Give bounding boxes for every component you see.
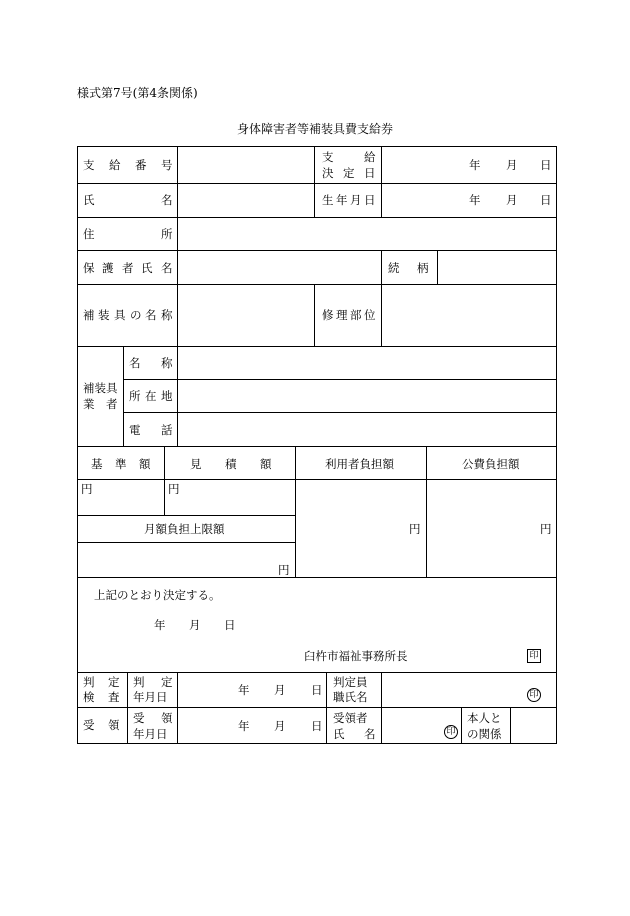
monthly-cap-label: 月額負担上限額 bbox=[144, 522, 225, 536]
public-burden-header: 公費負担額 bbox=[462, 457, 520, 471]
estimate-yen: 円 bbox=[168, 482, 180, 496]
issuer-name: 臼杵市福祉事務所長 bbox=[304, 649, 408, 663]
inspector-seal: 印 bbox=[527, 688, 541, 702]
decision-text: 上記のとおり決定する。 bbox=[94, 588, 221, 602]
user-burden-yen: 円 bbox=[409, 522, 421, 536]
base-amount-yen: 円 bbox=[81, 482, 93, 496]
public-burden-yen: 円 bbox=[540, 522, 552, 536]
monthly-cap-yen: 円 bbox=[278, 563, 290, 577]
issuer-seal: 印 bbox=[527, 649, 541, 663]
form-title: 身体障害者等補装具費支給券 bbox=[237, 122, 394, 136]
user-burden-header: 利用者負担額 bbox=[325, 457, 394, 471]
form-number: 様式第7号(第4条関係) bbox=[77, 86, 198, 100]
receiver-seal: 印 bbox=[444, 725, 458, 739]
